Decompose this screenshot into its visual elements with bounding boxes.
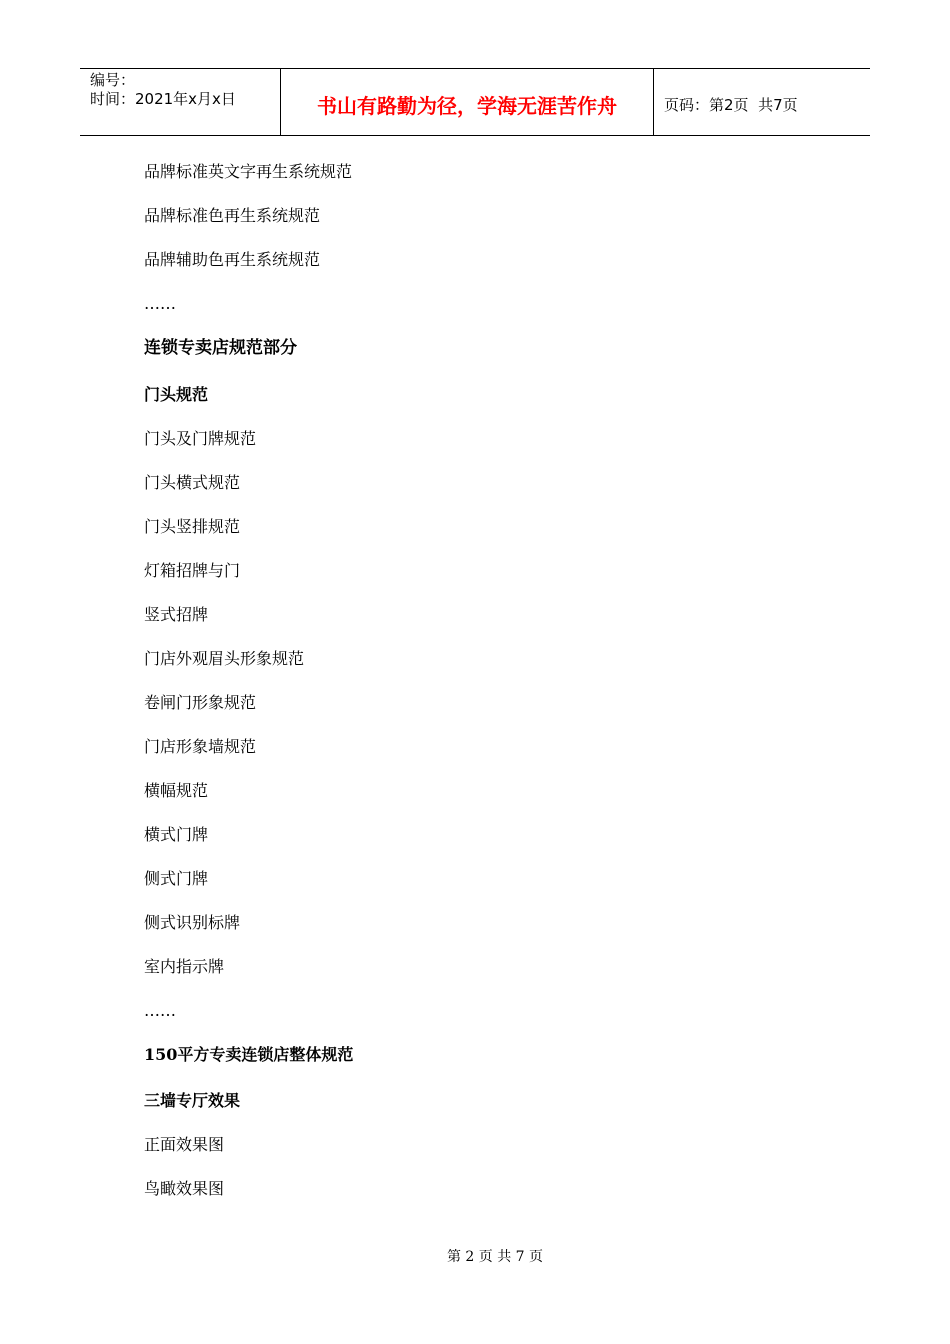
list-item: 品牌辅助色再生系统规范 xyxy=(144,250,321,269)
section-heading: 连锁专卖店规范部分 xyxy=(144,338,297,358)
list-item: …… xyxy=(144,1001,176,1020)
list-item: 卷闸门形象规范 xyxy=(144,693,257,712)
header-page-cell xyxy=(654,69,870,135)
document-time-label: 时间：2021年x月x日 xyxy=(90,90,236,108)
list-item: 门店外观眉头形象规范 xyxy=(144,649,305,668)
header-page-info: 页码：第2页 共7页 xyxy=(664,95,798,114)
list-item: 竖式招牌 xyxy=(144,605,209,624)
list-item: 正面效果图 xyxy=(144,1135,225,1154)
list-item: 门头及门牌规范 xyxy=(144,429,257,448)
section-heading: 门头规范 xyxy=(144,385,209,404)
list-item: 品牌标准英文字再生系统规范 xyxy=(144,162,353,181)
document-number-label: 编号： xyxy=(90,71,136,89)
list-item: 侧式识别标牌 xyxy=(144,913,241,932)
list-item: 门头横式规范 xyxy=(144,473,241,492)
section-heading: 150平方专卖连锁店整体规范 xyxy=(144,1045,354,1064)
list-item: 灯箱招牌与门 xyxy=(144,561,241,580)
list-item: 品牌标准色再生系统规范 xyxy=(144,206,321,225)
list-item: 门店形象墙规范 xyxy=(144,737,257,756)
section-heading: 三墙专厅效果 xyxy=(144,1091,241,1110)
list-item: 室内指示牌 xyxy=(144,957,225,976)
header-meta-cell xyxy=(80,69,281,135)
page-header xyxy=(80,68,870,136)
list-item: 侧式门牌 xyxy=(144,869,209,888)
list-item: 横式门牌 xyxy=(144,825,209,844)
list-item: 横幅规范 xyxy=(144,781,209,800)
page-footer: 第 2 页 共 7 页 xyxy=(446,1249,544,1265)
list-item: 门头竖排规范 xyxy=(144,517,241,536)
list-item: 鸟瞰效果图 xyxy=(144,1179,225,1198)
header-motto: 书山有路勤为径，学海无涯苦作舟 xyxy=(317,93,617,118)
list-item: …… xyxy=(144,294,176,313)
header-motto-cell xyxy=(281,69,654,135)
